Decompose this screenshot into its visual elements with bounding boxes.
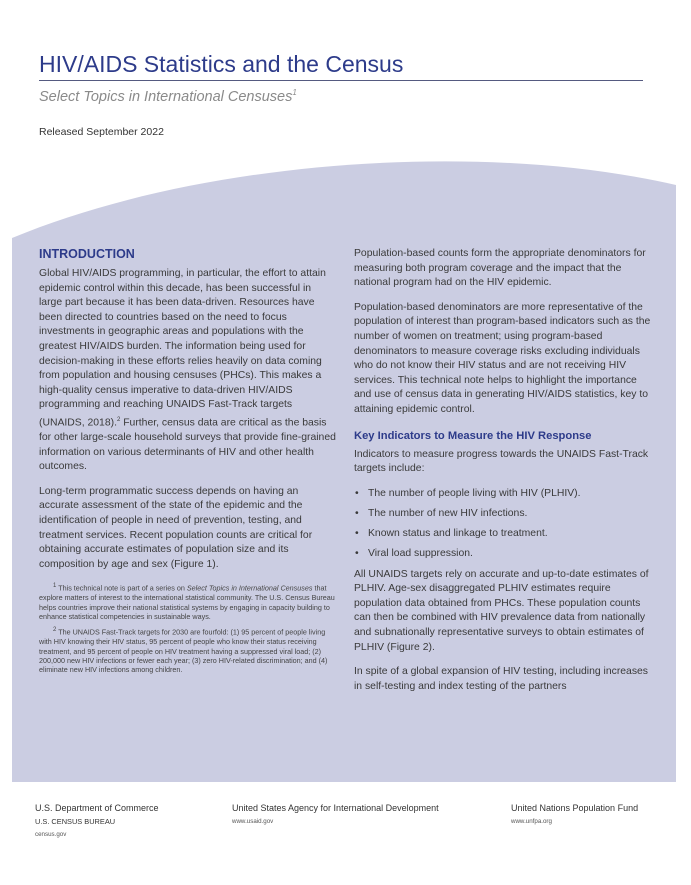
page-subtitle <box>39 88 297 105</box>
indicator-list <box>354 487 652 562</box>
footer-usaid <box>232 802 439 828</box>
footer-org-3: United Nations Population Fund <box>511 803 639 813</box>
footer-unfpa <box>511 802 638 828</box>
footnotes <box>39 582 336 674</box>
footer-census-bureau: U.S. CENSUS BUREAU <box>35 817 116 826</box>
intro-p1-text: Global HIV/AIDS programming, in particular, the effort to attain epidemic control within this decade, has been successful in large part because it has been data-driven. Resources have been directed to countries based on the need to focus investments in geographic areas and populations with the greatest HIV/AIDS burden. The information being used for decision-making in these efforts relies heavily on data coming from population and housing censuses (PHCs). This makes a high-quality census imperative to data-driven HIV/AIDS programming and reaching UNAIDS Fast-Track targets (UNAIDS, 2018). <box>39 268 326 429</box>
footer-org-1: U.S. Department of Commerce <box>35 803 159 813</box>
subtitle-text: Select Topics in International Censuses <box>39 88 293 105</box>
key-indicators-heading: Key Indicators to Measure the HIV Response <box>354 429 592 442</box>
page-title: HIV/AIDS Statistics and the Census <box>39 50 643 81</box>
right-paragraph-5: In spite of a global expansion of HIV testing, including increases in self-testing and index testing of the partners <box>354 666 649 692</box>
right-paragraph-1: Population-based counts form the appropriate denominators for measuring both program coverage and the impact that the national program had on the HIV epidemic. <box>354 248 646 289</box>
footnote-1-b: that explore matters of interest to the international statistical community. The U.S. Census Bureau helps countries improve their national statistical systems by engaging in capacity building to enhance statistical competencies in sustainable ways. <box>39 583 335 621</box>
list-item: • Known status and linkage to treatment. <box>354 527 652 542</box>
footnote-1-num: 1 <box>53 583 57 590</box>
footnote-1-em: Select Topics in International Censuses <box>186 583 313 593</box>
list-item: • The number of people living with HIV (PLHIV). <box>354 487 652 502</box>
subtitle-footnote-ref: 1 <box>292 88 297 97</box>
footnote-1 <box>39 582 336 621</box>
footer-unfpa-link[interactable]: www.unfpa.org <box>511 818 552 825</box>
footnote-2-num: 2 <box>53 627 57 634</box>
intro-paragraph-2: Long-term programmatic success depends on having an accurate assessment of the state of the epidemic and the identification of people in need of prevention, testing, and treatment services. Recent population counts are critical for obtaining accurate estimates of population size and its composition by age and sex (Figure 1). <box>39 485 313 570</box>
list-item: • Viral load suppression. <box>354 547 652 562</box>
footnote-2 <box>39 626 336 674</box>
right-paragraph-4: All UNAIDS targets rely on accurate and up-to-date estimates of PLHIV. Age-sex disaggregated PLHIV estimates require population data obtained from PHCs. These population counts can then be combined with HIV prevalence data from nationally and subnationally representative surveys to obtain estimates of PLHIV (Figure 2). <box>354 568 649 653</box>
footer-census-link[interactable]: census.gov <box>35 831 67 838</box>
footer-commerce <box>35 802 159 841</box>
intro-p1b-text: Further, census data are critical as the basis for other large-scale household surveys that provide fine-grained information on various determinants of HIV and other health outcomes. <box>39 417 336 473</box>
list-item: • The number of new HIV infections. <box>354 507 652 522</box>
introduction-heading: INTRODUCTION <box>39 247 135 261</box>
intro-paragraph-1 <box>39 267 336 475</box>
right-column <box>354 247 652 704</box>
right-paragraph-2: Population-based denominators are more representative of the population of interest than program-based indicators such as the number of women on treatment; using program-based denominators to measure coverage risks excluding individuals who do not know their HIV status and are not receiving HIV services. This technical note helps to highlight the importance and use of census data in generating HIV/AIDS statistics, key to attaining epidemic control. <box>354 301 651 415</box>
footnote-1-a: This technical note is part of a series on <box>56 583 187 593</box>
footer-usaid-link[interactable]: www.usaid.gov <box>232 818 274 825</box>
left-column <box>39 247 336 680</box>
right-paragraph-3: Indicators to measure progress towards the UNAIDS Fast-Track targets include: <box>354 448 649 475</box>
footer-org-2: United States Agency for International Development <box>232 803 439 813</box>
footnote-ref-2: 2 <box>116 416 121 423</box>
footnote-2-text: The UNAIDS Fast-Track targets for 2030 are fourfold: (1) 95 percent of people living with HIV knowing their HIV status, 95 percent of people who know their status receiving treatment, and 95 percent of people on HIV treatment having a suppressed viral load; (2) 200,000 new HIV infections or fewer each year; (3) zero HIV-related discrimination; and (4) eliminate new HIV infections among children. <box>39 627 328 675</box>
release-date: Released September 2022 <box>39 126 164 138</box>
